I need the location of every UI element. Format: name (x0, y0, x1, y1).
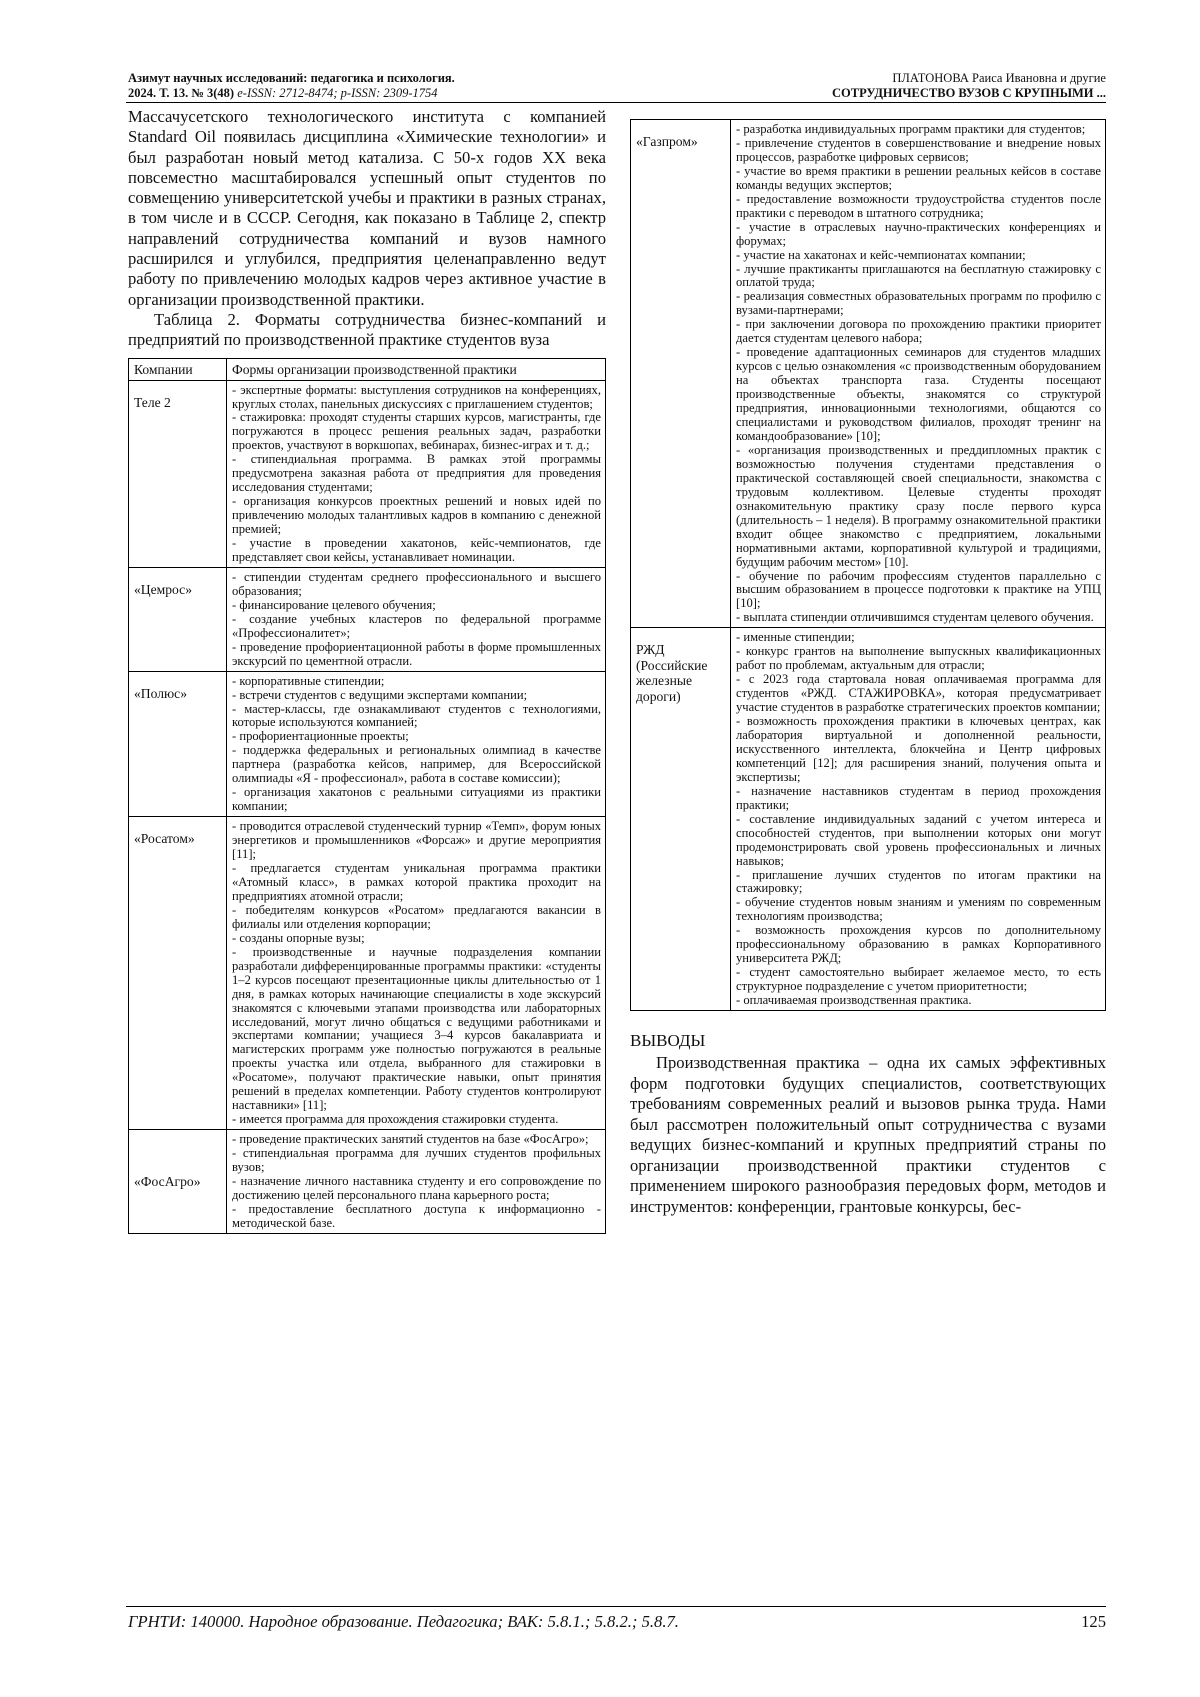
practice-form-item: - проведение практических занятий студентов на базе «ФосАгро»; (232, 1132, 589, 1147)
practice-form-item: - проведение адаптационных семинаров для студентов младших курсов с целью ознакомления «с производственным оборудованием на объектах транспорта газа. Студенты посещают производственные объекты, знакомятся со структурой предприятия, инновационными технологиями, общаются со специалистами и руководством филиалов, проходят тренинг на командообразование» [10]; (736, 345, 1101, 443)
practice-form-item: - участие на хакатонах и кейс-чемпионатах компании; (736, 247, 1026, 262)
practice-form-item: - возможность прохождения практики в ключевых центрах, как лаборатория виртуальной и дополненной реальности, искусственного интеллекта, блокчейна и Центр цифровых компетенций [12]; для расширения знаний, получения опыта и экспертизы; (736, 714, 1101, 784)
practice-form-item: - проводится отраслевой студенческий турнир «Темп», форум юных энергетиков и промышленников «Форсаж» и другие мероприятия [11]; (232, 819, 601, 862)
table-body-right (631, 120, 1106, 1011)
practice-forms (227, 567, 606, 671)
forms-table-left (128, 358, 606, 1234)
practice-forms (227, 671, 606, 817)
table-row (129, 671, 606, 817)
article-running-title: СОТРУДНИЧЕСТВО ВУЗОВ С КРУПНЫМИ ... (832, 86, 1106, 100)
col-header-forms: Формы организации производственной практики (227, 358, 606, 380)
company-name: «ФосАгро» (129, 1130, 227, 1234)
intro-paragraph: Массачусетского технологического института с компанией Standard Oil появилась дисциплина «Химические технологии» и был разработан новый метод катализа. С 50-х годов XX века повсеместно масштабировался успешный опыт студентов по совмещению университетской учебы и практики в разных странах, в том числе и в СССР. Сегодня, как показано в Таблице 2, спектр направлений сотрудничества компаний и вузов намного расширился и углубился, предприятия целенаправленно ведут работу по привлечению молодых кадров через активное участие в организации производственной практики. (128, 107, 606, 309)
practice-form-item: - участие в проведении хакатонов, кейс-чемпионатов, где представляет свои кейсы, устанавливает номинации. (232, 536, 601, 564)
practice-forms (227, 817, 606, 1130)
practice-form-item: - стажировка: проходят студенты старших курсов, магистранты, где погружаются в процесс решения реальных задач, разработки проектов, участвуют в воркшопах, вебинарах, бизнес-играх и т. д.; (232, 410, 601, 453)
practice-form-item: - обучение студентов новым знаниям и умениям по современным технологиям производства; (736, 895, 1101, 924)
table-row (129, 380, 606, 567)
practice-form-item: - именные стипендии; (736, 630, 855, 645)
col-header-company: Компании (129, 358, 227, 380)
practice-form-item: - предлагается студентам уникальная программа практики «Атомный класс», в рамках которой практика проходит на предприятиях атомной отрасли; (232, 861, 601, 903)
table-row (631, 120, 1106, 628)
table-row (129, 567, 606, 671)
practice-form-item: - «организация производственных и преддипломных практик с возможностью получения студентами представления о практической составляющей своей специальности, знакомства с трудовым коллективом. Целевые студенты проходят ознакомительную практику сразу после первого курса (длительность – 1 неделя). В программу ознакомительной практики входит общее знакомство с предприятием, локальными нормативными актами, корпоративной культурой и традициями, будущим рабочим местом» [10]. (736, 442, 1101, 569)
practice-form-item: - созданы опорные вузы; (232, 930, 365, 945)
practice-form-item: - участие в отраслевых научно-практических конференциях и форумах; (736, 219, 1101, 248)
journal-issue: 2024. Т. 13. № 3(48) (128, 86, 235, 100)
table-header-row (129, 358, 606, 380)
practice-form-item: - встречи студентов с ведущими экспертами компании; (232, 687, 528, 702)
table-row (129, 1130, 606, 1234)
company-name: «Росатом» (129, 817, 227, 1130)
journal-name: Азимут научных исследований: педагогика и психология. (128, 71, 455, 85)
practice-form-item: - студент самостоятельно выбирает желаемое место, то есть структурное подразделение с учетом приоритетности; (736, 965, 1101, 994)
practice-form-item: - возможность прохождения курсов по дополнительному профессиональному образованию в рамках Корпоративного университета РЖД; (736, 923, 1101, 966)
practice-form-item: - профориентационные проекты; (232, 729, 409, 744)
table-row (631, 628, 1106, 1011)
practice-form-item: - участие во время практики в решении реальных кейсов в составе команды ведущих экспертов; (736, 163, 1101, 192)
practice-form-item: - при заключении договора по прохождению практики приоритет дается студентам целевого набора; (736, 317, 1101, 346)
practice-form-item: - проведение профориентационной работы в форме промышленных экскурсий по цементной отрасли. (232, 639, 601, 668)
practice-form-item: - имеется программа для прохождения стажировки студента. (232, 1112, 559, 1127)
practice-form-item: - корпоративные стипендии; (232, 673, 385, 688)
company-name: «Газпром» (631, 120, 731, 628)
practice-form-item: - предоставление бесплатного доступа к информационно - методической базе. (232, 1201, 601, 1230)
practice-form-item: - оплачиваемая производственная практика. (736, 993, 972, 1008)
practice-form-item: - привлечение студентов в совершенствование и внедрение новых процессов, разработке цифровых сервисов; (736, 135, 1101, 164)
company-name: «Полюс» (129, 671, 227, 817)
article-header (832, 71, 1106, 101)
journal-issn: e-ISSN: 2712-8474; p-ISSN: 2309-1754 (237, 86, 438, 100)
article-authors: ПЛАТОНОВА Раиса Ивановна и другие (892, 71, 1106, 85)
right-column (630, 119, 1106, 1217)
company-name: «Цемрос» (129, 567, 227, 671)
practice-form-item: - лучшие практиканты приглашаются на бесплатную стажировку с оплатой труда; (736, 261, 1101, 290)
table-caption: Таблица 2. Форматы сотрудничества бизнес-компаний и предприятий по производственной практике студентов вуза (128, 309, 606, 350)
page-number: 125 (1081, 1612, 1106, 1631)
practice-form-item: - с 2023 года стартовала новая оплачиваемая программа для студентов «РЖД. СТАЖИРОВКА», которая предусматривает участие студентов в разработке стратегических проектов компании; (736, 672, 1101, 715)
company-name: Теле 2 (129, 380, 227, 567)
practice-form-item: - реализация совместных образовательных программ по профилю с вузами-партнерами; (736, 289, 1101, 318)
practice-form-item: - предоставление возможности трудоустройства студентов после практики с переводом в штатного сотрудника; (736, 191, 1101, 220)
practice-form-item: - организация конкурсов проектных решений и новых идей по привлечению молодых талантливых кадров в компанию с денежной премией; (232, 494, 601, 537)
practice-form-item: - назначение наставников студентам в период прохождения практики; (736, 783, 1101, 812)
header-divider (126, 102, 1106, 103)
practice-forms (731, 120, 1106, 628)
practice-form-item: - обучение по рабочим профессиям студентов параллельно с высшим образованием в процессе подготовки к практике на УПЦ [10]; (736, 568, 1101, 611)
practice-forms (731, 628, 1106, 1011)
practice-forms (227, 1130, 606, 1234)
practice-form-item: - финансирование целевого обучения; (232, 597, 436, 612)
conclusions-text: Производственная практика – одна их самых эффективных форм подготовки будущих специалистов, соответствующих требованиям современных реалий и вызовов рынка труда. Нами был рассмотрен положительный опыт сотрудничества с вузами ведущих бизнес-компаний и крупных предприятий страны по организации производственной практики студентов с применением широкого разнообразия передовых форм, методов и инструментов: конференции, грантовые конкурсы, бес- (630, 1053, 1106, 1216)
table-body-left (129, 380, 606, 1233)
footer-classification: ГРНТИ: 140000. Народное образование. Педагогика; ВАК: 5.8.1.; 5.8.2.; 5.8.7. (128, 1612, 679, 1631)
practice-form-item: - создание учебных кластеров по федеральной программе «Профессионалитет»; (232, 611, 601, 640)
journal-header (128, 71, 455, 101)
practice-form-item: - победителям конкурсов «Росатом» предлагаются вакансии в филиалы или отделения корпорации; (232, 902, 601, 931)
practice-form-item: - конкурс грантов на выполнение выпускных квалификационных работ по проблемам, актуальным для отрасли; (736, 644, 1101, 673)
practice-form-item: - поддержка федеральных и региональных олимпиад в качестве партнера (разработка кейсов, например, для Всероссийской олимпиады «Я - профессионал», работа в составе комиссии); (232, 743, 601, 786)
practice-form-item: - составление индивидуальных заданий с учетом интереса и способностей студентов, при выполнении которых они могут продемонстрировать свой уровень профессиональных и личных навыков; (736, 811, 1101, 868)
practice-form-item: - экспертные форматы: выступления сотрудников на конференциях, круглых столах, панельных дискуссиях с приглашением студентов; (232, 382, 601, 411)
practice-form-item: - выплата стипендии отличившимся студентам целевого обучения. (736, 610, 1094, 625)
practice-form-item: - стипендии студентам среднего профессионального и высшего образования; (232, 569, 601, 598)
practice-form-item: - разработка индивидуальных программ практики для студентов; (736, 122, 1086, 136)
practice-form-item: - стипендиальная программа для лучших студентов профильных вузов; (232, 1146, 601, 1175)
practice-form-item: - мастер-классы, где ознакамливают студентов с технологиями, которые используются компанией; (232, 701, 601, 730)
practice-form-item: - производственные и научные подразделения компании разработали дифференцированные программы практики: «студенты 1–2 курсов посещают презентационные циклы длительностью от 1 дня, в рамках которых начинающие специалисты в ходе экскурсий знакомятся с ключевыми этапами производства или лабораторных исследований, могут лично общаться с ведущими работниками и экспертами компании; учащиеся 3–4 курсов бакалавриата и магистерских программ уже полностью погружаются в реальные проекты участка или отдела, выбранного для стажировки в «Росатоме», получают практические навыки, опыт принятия решений в пределах компетенции. Работу студентов контролируют наставники» [11]; (232, 944, 601, 1113)
practice-form-item: - организация хакатонов с реальными ситуациями из практики компании; (232, 785, 601, 814)
left-column (128, 107, 606, 1234)
practice-form-item: - назначение личного наставника студенту и его сопровождение по достижению целей персонального плана карьерного роста; (232, 1173, 601, 1202)
practice-form-item: - приглашение лучших студентов по итогам практики на стажировку; (736, 867, 1101, 896)
footer-divider (126, 1606, 1106, 1607)
practice-form-item: - стипендиальная программа. В рамках этой программы предусмотрена заказная работа от предприятия для проведения исследования студентами; (232, 452, 601, 495)
forms-table-right (630, 119, 1106, 1011)
table-row (129, 817, 606, 1130)
practice-forms (227, 380, 606, 567)
conclusions-title: ВЫВОДЫ (630, 1031, 706, 1051)
company-name: РЖД (Российские железные дороги) (631, 628, 731, 1011)
